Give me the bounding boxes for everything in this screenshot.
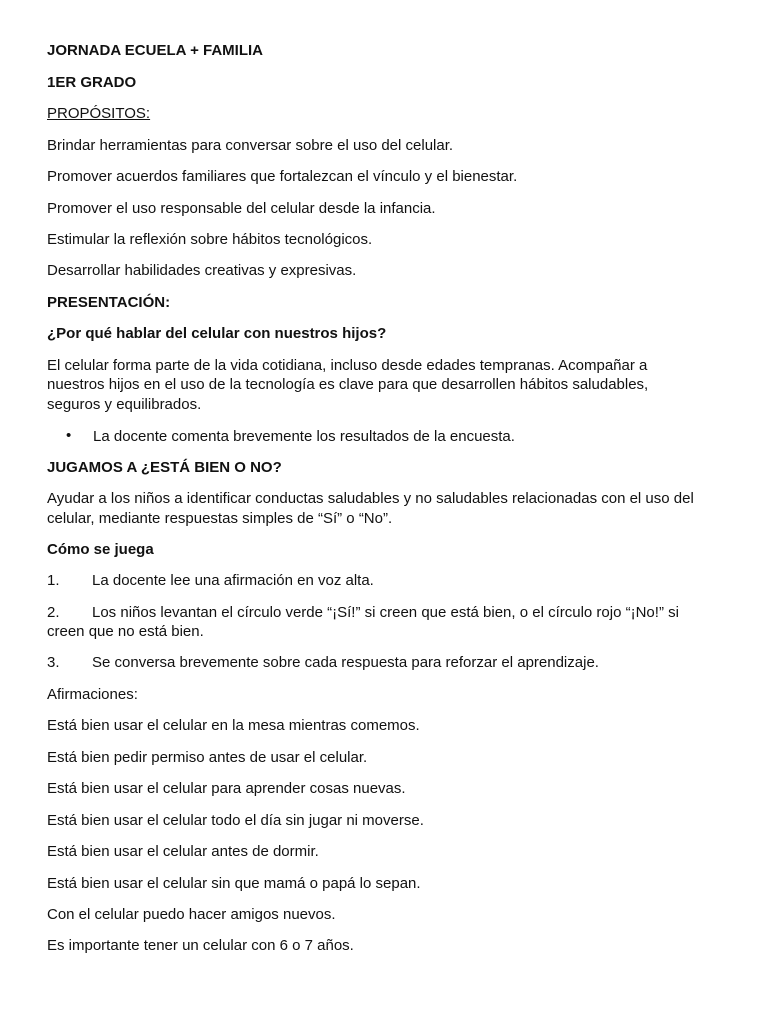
purpose-item: Estimular la reflexión sobre hábitos tecnológicos. xyxy=(47,231,373,248)
bullet-item: La docente comenta brevemente los resultados de la encuesta. xyxy=(93,428,515,445)
step-text: Se conversa brevemente sobre cada respuesta para reforzar el aprendizaje. xyxy=(92,654,599,671)
step-item xyxy=(47,571,722,591)
step-number: 1. xyxy=(47,572,60,589)
statement-item: Con el celular puedo hacer amigos nuevos. xyxy=(47,906,336,923)
step-number: 3. xyxy=(47,654,60,671)
game-text-line: celular, mediante respuestas simples de “Sí” o “No”. xyxy=(47,510,393,527)
statement-item: Está bien usar el celular en la mesa mientras comemos. xyxy=(47,717,420,734)
step-continuation: creen que no está bien. xyxy=(47,623,204,640)
statement-item: Es importante tener un celular con 6 o 7 años. xyxy=(47,937,354,954)
statement-item: Está bien usar el celular todo el día sin jugar ni moverse. xyxy=(47,812,424,829)
presentation-text-line: seguros y equilibrados. xyxy=(47,396,202,413)
game-heading: JUGAMOS A ¿ESTÁ BIEN O NO? xyxy=(47,459,282,476)
purpose-item: Brindar herramientas para conversar sobre el uso del celular. xyxy=(47,137,454,154)
statement-item: Está bien usar el celular antes de dormir. xyxy=(47,843,319,860)
statement-item: Está bien usar el celular sin que mamá o papá lo sepan. xyxy=(47,875,421,892)
step-text: La docente lee una afirmación en voz alta. xyxy=(92,572,374,589)
statement-item: Está bien usar el celular para aprender cosas nuevas. xyxy=(47,780,406,797)
statement-item: Está bien pedir permiso antes de usar el celular. xyxy=(47,749,368,766)
purposes-heading: PROPÓSITOS: xyxy=(47,105,151,122)
grade-heading: 1ER GRADO xyxy=(47,74,137,91)
bullet-icon: • xyxy=(66,427,72,444)
step-item xyxy=(47,603,722,623)
purpose-item: Promover el uso responsable del celular desde la infancia. xyxy=(47,200,436,217)
document-title: JORNADA ECUELA + FAMILIA xyxy=(47,42,263,59)
step-item xyxy=(47,653,722,673)
purpose-item: Desarrollar habilidades creativas y expresivas. xyxy=(47,262,357,279)
presentation-heading: PRESENTACIÓN: xyxy=(47,294,171,311)
game-text-line: Ayudar a los niños a identificar conductas saludables y no saludables relacionadas con el uso del xyxy=(47,490,694,507)
presentation-question: ¿Por qué hablar del celular con nuestros hijos? xyxy=(47,325,387,342)
purpose-item: Promover acuerdos familiares que fortalezcan el vínculo y el bienestar. xyxy=(47,168,518,185)
statements-heading: Afirmaciones: xyxy=(47,686,138,703)
step-number: 2. xyxy=(47,604,60,621)
presentation-text-line: El celular forma parte de la vida cotidiana, incluso desde edades tempranas. Acompañar a xyxy=(47,357,648,374)
presentation-text-line: nuestros hijos en el uso de la tecnología es clave para que desarrollen hábitos saludables, xyxy=(47,376,649,393)
how-to-play-heading: Cómo se juega xyxy=(47,541,154,558)
step-text: Los niños levantan el círculo verde “¡Sí!” si creen que está bien, o el círculo rojo “¡No!” si xyxy=(92,604,679,621)
